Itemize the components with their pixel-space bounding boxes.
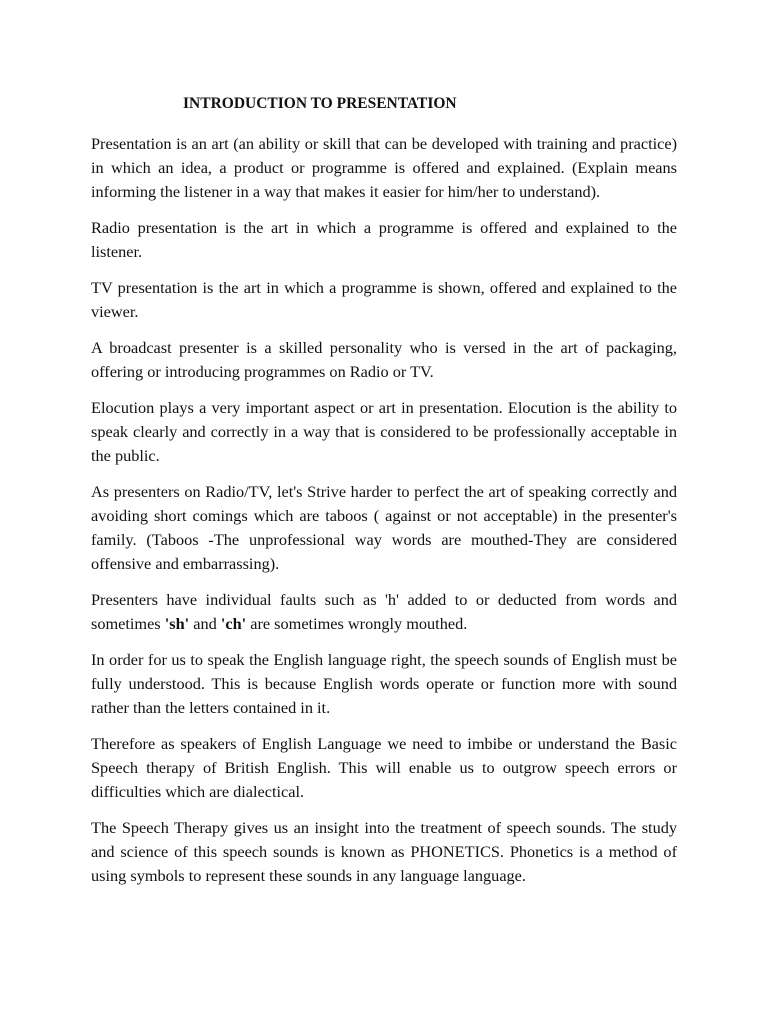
paragraph: The Speech Therapy gives us an insight into the treatment of speech sounds. The study and science of this speech sounds is known as PHONETICS. Phonetics is a method of using symbols to represent these sounds in any language language. <box>91 818 677 885</box>
document-title: INTRODUCTION TO PRESENTATION <box>183 95 457 112</box>
paragraph: TV presentation is the art in which a programme is shown, offered and explained to the viewer. <box>91 278 677 321</box>
paragraph-text: are sometimes wrongly mouthed. <box>246 614 468 633</box>
bold-ch: 'ch' <box>220 614 247 633</box>
paragraph: Elocution plays a very important aspect or art in presentation. Elocution is the ability to speak clearly and correctly in a way that is considered to be professionally acceptable in the public. <box>91 398 677 465</box>
paragraph: As presenters on Radio/TV, let's Strive harder to perfect the art of speaking correctly and avoiding short comings which are taboos ( against or not acceptable) in the presenter's family. (Taboos -The unprofessional way words are mouthed-They are considered offensive and embarrassing). <box>91 482 677 573</box>
paragraph: Radio presentation is the art in which a programme is offered and explained to the listener. <box>91 218 677 261</box>
paragraph: Presentation is an art (an ability or skill that can be developed with training and practice) in which an idea, a product or programme is offered and explained. (Explain means informing the listener in a way that makes it easier for him/her to understand). <box>91 134 677 201</box>
paragraph: In order for us to speak the English language right, the speech sounds of English must be fully understood. This is because English words operate or function more with sound rather than the letters contained in it. <box>91 650 677 717</box>
paragraph-text: Presenters have individual faults such as 'h' added to or deducted from words and sometimes <box>91 590 677 633</box>
document-body <box>91 92 677 888</box>
bold-sh: 'sh' <box>164 614 190 633</box>
paragraph: A broadcast presenter is a skilled personality who is versed in the art of packaging, offering or introducing programmes on Radio or TV. <box>91 338 677 381</box>
paragraph: Therefore as speakers of English Language we need to imbibe or understand the Basic Speech therapy of British English. This will enable us to outgrow speech errors or difficulties which are dialectical. <box>91 734 677 801</box>
paragraph-presenter-faults <box>91 588 677 636</box>
paragraph-text: and <box>189 614 221 633</box>
